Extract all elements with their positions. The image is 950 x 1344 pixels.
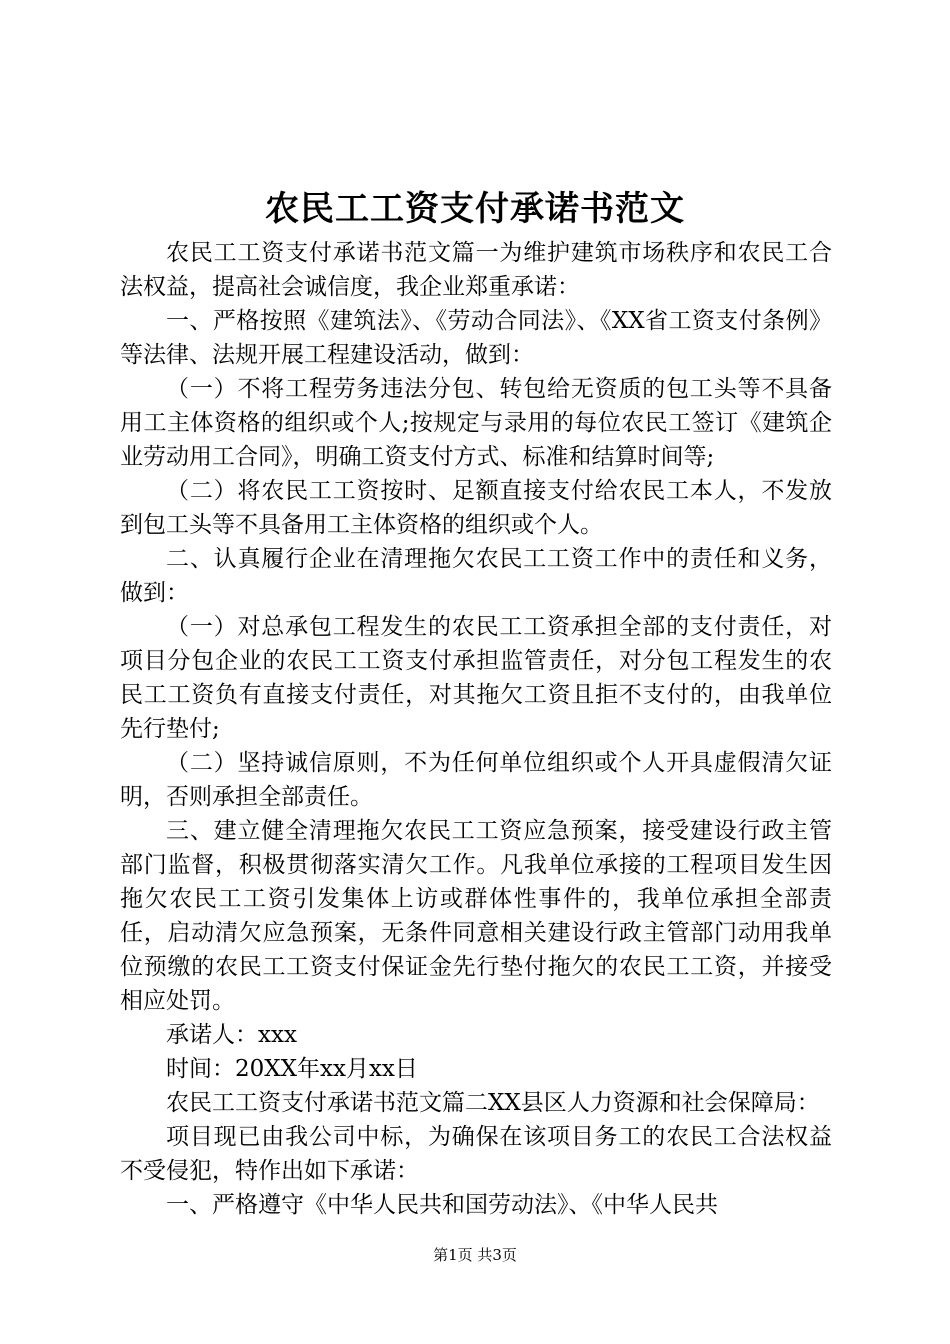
- paragraph: 三、建立健全清理拖欠农民工工资应急预案，接受建设行政主管部门监督，积极贯彻落实清欠工作。凡我单位承接的工程项目发生因拖欠农民工工资引发集体上访或群体性事件的，我单位承担全部责任，启动清欠应急预案，无条件同意相关建设行政主管部门动用我单位预缴的农民工工资支付保证金先行垫付拖欠的农民工工资，并接受相应处罚。: [120, 818, 832, 1014]
- document-body: [120, 236, 832, 1222]
- paragraph: 一、严格按照《建筑法》、《劳动合同法》、《XX省工资支付条例》等法律、法规开展工程建设活动，做到：: [120, 308, 832, 368]
- paragraph: （一）对总承包工程发生的农民工工资承担全部的支付责任，对项目分包企业的农民工工资支付承担监管责任，对分包工程发生的农民工工资负有直接支付责任，对其拖欠工资且拒不支付的，由我单位先行垫付;: [120, 614, 832, 742]
- paragraph: 一、严格遵守《中华人民共和国劳动法》、《中华人民共: [166, 1192, 718, 1218]
- paragraph: （一）不将工程劳务违法分包、转包给无资质的包工头等不具备用工主体资格的组织或个人;按规定与录用的每位农民工签订《建筑企业劳动用工合同》，明确工资支付方式、标准和结算时间等;: [120, 376, 832, 470]
- paragraph: 农民工工资支付承诺书范文篇一为维护建筑市场秩序和农民工合法权益，提高社会诚信度，我企业郑重承诺：: [120, 240, 832, 300]
- document-title: 农民工工资支付承诺书范文: [265, 189, 685, 229]
- signatory-line: 承诺人：xxx: [166, 1022, 297, 1048]
- paragraph: 农民工工资支付承诺书范文篇二XX县区人力资源和社会保障局：: [166, 1090, 820, 1116]
- date-line: 时间：20XX年xx月xx日: [166, 1056, 418, 1082]
- page-footer: 第1页 共3页: [433, 1246, 517, 1264]
- paragraph: （二）坚持诚信原则，不为任何单位组织或个人开具虚假清欠证明，否则承担全部责任。: [120, 750, 832, 810]
- paragraph: （二）将农民工工资按时、足额直接支付给农民工本人，不发放到包工头等不具备用工主体资格的组织或个人。: [120, 478, 832, 538]
- paragraph: 二、认真履行企业在清理拖欠农民工工资工作中的责任和义务，做到：: [120, 546, 832, 606]
- paragraph: 项目现已由我公司中标，为确保在该项目务工的农民工合法权益不受侵犯，特作出如下承诺：: [120, 1124, 832, 1184]
